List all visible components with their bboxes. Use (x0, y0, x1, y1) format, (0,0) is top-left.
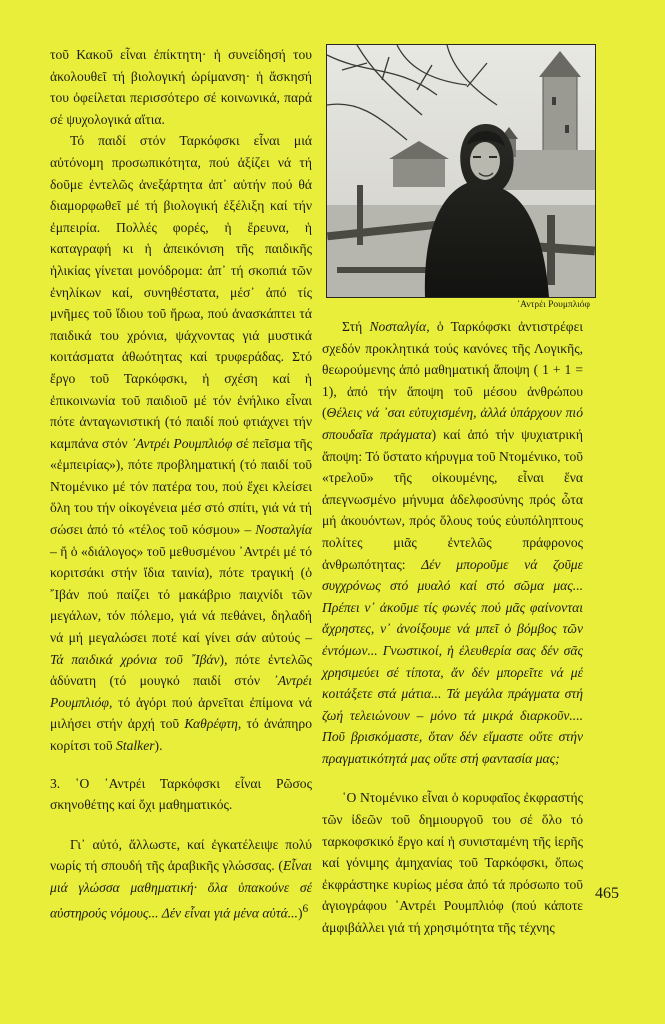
film-title: ᾿Αντρέι Ρουμπλιόφ (50, 673, 312, 710)
paragraph-1: Στή Νοσταλγία, ὁ Ταρκόφσκι ἀντιστρέφει σχεδόν προκλητικά τούς κανόνες τῆς Λογικῆς, θεωρούμενης ἀπό μαθηματική ἄποψη ( 1 + 1 = 1), ἀπό τήν ἄποψη τοῦ μέσου ἀνθρώπου (Θέλεις νά ᾿σαι εὐτυχισμένη, ἀλλά ὑπάρχουν πιό σπουδαῖα πράγματα) καί ἀπό τήν ψυχιατρική ἄποψη: Τό ὕστατο κήρυγμα τοῦ Ντομένικο, τοῦ «τρελοῦ» τῆς οἰκουμένης, εἶναι ἕνα ἀπεγνωσμένο μήνυμα ἀδελφοσύνης πρός ὦτα μή ἀκουόντων, πρός ὅλους τούς εὐυπόληπτους πολίτες μιᾶς ἐντελῶς πράφρονος ἀνθρωπότητας: Δέν μποροῦμε νά ζοῦμε συγχρόνως στό μυαλό καί στό σῶμα μας... Πρέπει ν᾿ ἀκοῦμε τίς φωνές πού μᾶς φαίνονται ἄχρηστες, ν᾿ ἀνοίξουμε νά μπεῖ ὁ βόμβος τῶν ἐντόμων... Γνωστικοί, ἡ ἐλευθερία σας δέν σᾶς χρησιμεύει σέ τίποτα, ἄν δέν μπορεῖτε νά μέ κοιτάξετε στά μάτια... Τά μεγάλα πράγματα στή ζωή τελειώνουν – μόνο τά μικρά διαρκοῦν.... Ποῦ βρισκόμαστε, ὅταν δέν εἴμαστε οὔτε στήν πραγματικότητά μας οὔτε στή φαντασία μας; (322, 319, 583, 766)
paragraph-2: Τό παιδί στόν Ταρκόφσκι εἶναι μιά αὐτόνομη προσωπικότητα, πού ἀξίζει νά τή δοῦμε ἐντελῶς ἀνεξάρτητα ἀπ᾿ αὐτήν πού θά διαμορφωθεῖ μέ τή βιολογική ἐξέλιξη καί τήν ἐμπειρία. Πολλές φορές, ἡ ἔρευνα, ἡ καταγραφή κι ἡ ἀπεικόνιση τῆς παιδικῆς ἡλικίας γίνεται μονόδρομα: ἀπ᾿ τή σκοπιά τῶν ἐνηλίκων καί, συνηθέστατα, μέσ᾿ ἀπό τίς μνῆμες τοῦ ἴδιου τοῦ ἥρωα, πού ἀνασκάπτει τά παιδικά του χρόνια, ψάχνοντας γιά μυστικά κοιτάσματα ἀθωότητας καί τρυφεράδας. Στό ἔργο τοῦ Ταρκόφσκι, ἡ σχέση καί ἡ ἐπικοινωνία τοῦ παιδιοῦ μέ τόν ἐνήλικο εἶναι πότε ἀνταγωνιστική (τό παιδί πού φτιάχνει τήν καμπάνα στόν ᾿Αντρέι Ρουμπλιόφ σέ πεῖσμα τῆς «ἐμπειρίας»), πότε προβληματική (τό παιδί τοῦ Ντομένικο μέ τόν πατέρα του, πού ἔχει κλείσει ὅλη του τήν οἰκογένεια μέσ στό σπίτι, γιά νά τή σώσει ἀπό τό «τέλος τοῦ κόσμου» – Νοσταλγία – ἤ ὁ «διάλογος» τοῦ μεθυσμένου ᾿Αντρέι μέ τό κοριτσάκι στήν ἴδια ταινία), πότε τραγική (ὁ ῎Ιβάν πού παίζει τό μακάβριο παιχνίδι τῶν μεγάλων, τόν πόλεμο, γιά νά πεθάνει, δηλαδή νά μή μεγαλώσει ποτέ καί γίνει σάν αὐτούς – Τά παιδικά χρόνια τοῦ ῎Ιβάν), πότε ἐντελῶς ἀδύνατη (τό μουγκό παιδί στόν ᾿Αντρέι Ρουμπλιόφ, τό ἀγόρι πού ἀρνεῖται ἐπίμονα νά μιλήσει στήν ἀρχή τοῦ Καθρέφτη, τό ἀνάπηρο κορίτσι τοῦ Stalker). (50, 133, 312, 753)
page-number: 465 (595, 885, 619, 902)
quote: Δέν μποροῦμε νά ζοῦμε συγχρόνως στό μυαλό καί στό σῶμα μας... Πρέπει ν᾿ ἀκοῦμε τίς φωνές πού μᾶς φαίνονται ἄχρηστες, ν᾿ ἀνοίξουμε νά μπεῖ ὁ βόμβος τῶν ἐντόμων... Γνωστικοί, ἡ ἐλευθερία σας δέν σᾶς χρησιμεύει σέ τίποτα, ἄν δέν μπορεῖτε νά μέ κοιτάξετε στά μάτια... Τά μεγάλα πράγματα στή ζωή τελειώνουν – μόνο τά μικρά διαρκοῦν.... Ποῦ βρισκόμαστε, ὅταν δέν εἴμαστε οὔτε στήν πραγματικότητά μας οὔτε στή φαντασία μας; (322, 556, 583, 766)
footnote: 3. ῾Ο ᾿Αντρέι Ταρκόφσκι εἶναι Ρῶσος σκηνοθέτης καί ὄχι μαθηματικός. (50, 775, 312, 813)
photo-caption: ᾿Αντρέι Ρουμπλιόφ (517, 300, 590, 310)
film-title: Νοσταλγία (255, 522, 312, 538)
quote: Θέλεις νά ᾿σαι εὐτυχισμένη, ἀλλά ὑπάρχουν πιό σπουδαῖα πράγματα (322, 405, 583, 442)
right-column (322, 316, 583, 939)
film-title: Τά παιδικά χρόνια τοῦ ῎Ιβάν (50, 651, 220, 667)
film-title: ᾿Αντρέι Ρουμπλιόφ (131, 435, 233, 451)
left-column (50, 44, 312, 924)
film-still-photo (326, 44, 596, 298)
film-title: Καθρέφτη (184, 716, 238, 732)
paragraph-2: ῾Ο Ντομένικο εἶναι ὁ κορυφαῖος ἐκφραστής τῶν ἰδεῶν τοῦ δημιουργοῦ του σέ ὅλο τό ταρκοφσκικό ἔργο καί ἡ συνισταμένη τῆς ἱερῆς καί γόνιμης ἀμηχανίας τοῦ Ταρκόφσκι, ὅπως ἐκφράστηκε κυρίως μέσα ἀπό τά πρόσωπο τοῦ ἁγιογράφου ᾿Αντρέι Ρουμπλιόφ (πού κάποτε ἀμφιβάλλει γιά τή χρησιμότητα τῆς τέχνης (322, 790, 583, 936)
quote: Εἶναι μιά γλώσσα μαθηματική· ὅλα ὑπακούνε σέ αὐστηρούς νόμους... Δέν εἶναι γιά μένα αὐτά... (50, 858, 312, 921)
monk-photo-icon (327, 45, 595, 297)
paragraph-3: Γι᾿ αὐτό, ἄλλωστε, καί ἐγκατέλειψε πολύ νωρίς τή σπουδή τῆς ἀραβικῆς γλώσσας. (Εἶναι μιά γλώσσα μαθηματική· ὅλα ὑπακούνε σέ αὐστηρούς νόμους... Δέν εἶναι γιά μένα αὐτά...)$^6$ (50, 836, 312, 921)
film-title: Νοσταλγία (369, 319, 427, 334)
film-title: Stalker (116, 738, 155, 753)
paragraph-1: τοῦ Κακοῦ εἶναι ἐπίκτητη· ἡ συνείδησή του ἀκολουθεῖ τή βιολογική ὡρίμανση· ἡ ἄσκησή του ὀφείλεται περισσότερο σέ κοινωνικά, παρά σέ ψυχολογικά αἴτια. (50, 47, 312, 127)
footnote-ref: 6 (302, 902, 309, 915)
